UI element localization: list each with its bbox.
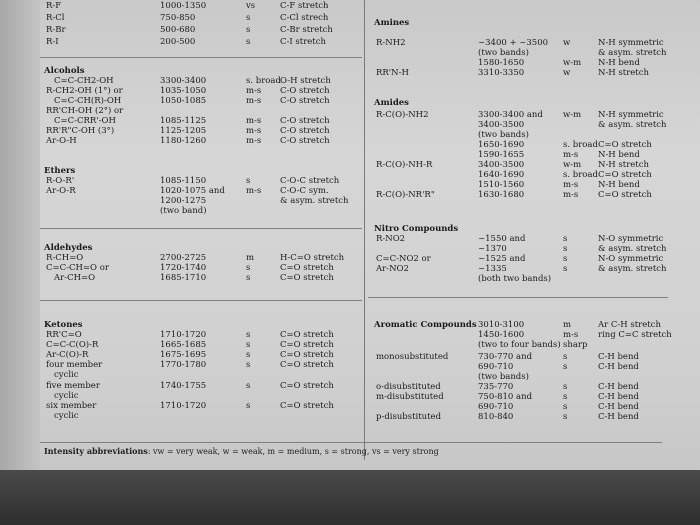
section-divider: [40, 300, 362, 301]
vibration-type: C-O-C stretch: [280, 176, 340, 186]
intensity: s: [563, 352, 568, 362]
table-row: [368, 244, 668, 254]
footer-text: : vw = very weak, w = weak, m = medium, s = strong, vs = very strong: [147, 447, 439, 456]
wavenumber-range: 1510-1560: [478, 180, 525, 190]
table-row: [368, 362, 668, 372]
wavenumber-range: 810-840: [478, 412, 514, 422]
wavenumber-range: ~1335: [478, 264, 507, 274]
table-row: [40, 126, 362, 136]
compound-name: Ar-O-H: [46, 136, 77, 146]
compound-name: Ar-C(O)-R: [46, 350, 89, 360]
wavenumber-range: 1050-1085: [160, 96, 207, 106]
table-row: [40, 96, 362, 106]
vibration-type: C-H bend: [598, 362, 639, 372]
table-row: [40, 370, 362, 380]
intensity: m: [563, 320, 572, 330]
vibration-type: C-O stretch: [280, 86, 330, 96]
intensity: s: [246, 340, 251, 350]
vibration-type: C-Cl strech: [280, 13, 329, 23]
compound-name: R-C(O)-NR'R": [376, 190, 435, 200]
wavenumber-range: 1000-1350: [160, 1, 207, 11]
vibration-type: C-H bend: [598, 352, 639, 362]
wavenumber-range: 1020-1075 and: [160, 186, 225, 196]
table-row: [40, 186, 362, 196]
table-row: [368, 140, 668, 150]
intensity: s: [563, 412, 568, 422]
table-row: [40, 381, 362, 391]
intensity: s: [246, 381, 251, 391]
vibration-type: C-H bend: [598, 412, 639, 422]
compound-name: R-NO2: [376, 234, 406, 244]
table-row: [40, 25, 362, 35]
wavenumber-range: 1125-1205: [160, 126, 207, 136]
compound-name: five member: [46, 381, 100, 391]
intensity: m: [246, 253, 255, 263]
compound-name: C=C-CRR'-OH: [54, 116, 116, 126]
vibration-type: C-H bend: [598, 402, 639, 412]
table-row: [368, 234, 668, 244]
vibration-type: C=O stretch: [280, 330, 334, 340]
table-row: [368, 18, 668, 28]
intensity: m-s: [246, 186, 262, 196]
table-row: [368, 68, 668, 78]
table-row: [40, 340, 362, 350]
intensity: s: [563, 362, 568, 372]
table-row: [368, 340, 668, 350]
intensity: m-s: [246, 116, 262, 126]
compound-name: Nitro Compounds: [374, 224, 459, 234]
wavenumber-range: 1665-1685: [160, 340, 207, 350]
compound-name: o-disubstituted: [376, 382, 441, 392]
compound-name: R-C(O)-NH-R: [376, 160, 433, 170]
compound-name: RR'N-H: [376, 68, 409, 78]
compound-name: m-disubstituted: [376, 392, 444, 402]
table-row: [368, 352, 668, 362]
section-divider: [40, 228, 362, 229]
compound-name: RR'R"C-OH (3°): [46, 126, 115, 136]
compound-name: six member: [46, 401, 97, 411]
wavenumber-range: 3300-3400: [160, 76, 207, 86]
compound-name: R-CH2-OH (1°) or: [46, 86, 123, 96]
wavenumber-range: 735-770: [478, 382, 514, 392]
intensity: s: [563, 402, 568, 412]
intensity: s: [563, 264, 568, 274]
wavenumber-range: 3010-3100: [478, 320, 525, 330]
wavenumber-range: (two bands): [478, 48, 529, 58]
vibration-type: C-O stretch: [280, 136, 330, 146]
intensity: m-s: [563, 330, 579, 340]
table-row: [40, 320, 362, 330]
intensity: s: [246, 273, 251, 283]
vibration-type: C-Br stretch: [280, 25, 333, 35]
table-row: [368, 372, 668, 382]
vibration-type: N-H bend: [598, 150, 640, 160]
wavenumber-range: 3400-3500: [478, 120, 525, 130]
intensity: w-m: [563, 110, 582, 120]
wavenumber-range: 1035-1050: [160, 86, 207, 96]
table-row: [368, 150, 668, 160]
table-row: [368, 392, 668, 402]
vibration-type: C=O stretch: [280, 360, 334, 370]
vibration-type: C=O stretch: [280, 340, 334, 350]
vibration-type: N-H bend: [598, 58, 640, 68]
compound-name: Ar-O-R: [46, 186, 76, 196]
intensity: s: [563, 234, 568, 244]
intensity: s: [246, 401, 251, 411]
vibration-type: & asym. stretch: [598, 48, 667, 58]
vibration-type: C-O-C sym.: [280, 186, 329, 196]
compound-name: C=C-CH2-OH: [54, 76, 114, 86]
wavenumber-range: 1770-1780: [160, 360, 207, 370]
wavenumber-range: 3400-3500: [478, 160, 525, 170]
table-row: [368, 190, 668, 200]
vibration-type: H-C=O stretch: [280, 253, 345, 263]
intensity: m-s: [246, 136, 262, 146]
vibration-type: C=O stretch: [280, 263, 334, 273]
wavenumber-range: 690-710: [478, 362, 514, 372]
compound-name: R-I: [46, 37, 59, 47]
wavenumber-range: 1085-1125: [160, 116, 207, 126]
intensity: s: [246, 330, 251, 340]
intensity: s: [246, 263, 251, 273]
intensity: s: [246, 176, 251, 186]
intensity: w-m: [563, 58, 582, 68]
compound-name: R-C(O)-NH2: [376, 110, 429, 120]
vibration-type: N-O symmetric: [598, 254, 664, 264]
intensity: s: [246, 350, 251, 360]
wavenumber-range: 3310-3350: [478, 68, 525, 78]
table-row: [368, 180, 668, 190]
table-row: [40, 411, 362, 421]
table-row: [40, 116, 362, 126]
compound-name: cyclic: [54, 411, 79, 421]
vibration-type: & asym. stretch: [598, 244, 667, 254]
vibration-type: & asym. stretch: [280, 196, 349, 206]
wavenumber-range: 2700-2725: [160, 253, 207, 263]
intensity: vs: [246, 1, 256, 11]
table-row: [368, 224, 668, 234]
wavenumber-range: 1740-1755: [160, 381, 207, 391]
intensity: s: [246, 25, 251, 35]
vibration-type: C=O stretch: [280, 401, 334, 411]
intensity: s: [246, 13, 251, 23]
compound-name: R-O-R': [46, 176, 75, 186]
table-row: [368, 412, 668, 422]
intensity: s: [246, 360, 251, 370]
vibration-type: C=O stretch: [280, 381, 334, 391]
vibration-type: N-H symmetric: [598, 110, 664, 120]
vibration-type: C=O stretch: [280, 273, 334, 283]
wavenumber-range: (two bands): [478, 130, 529, 140]
wavenumber-range: ~3400 + ~3500: [478, 38, 549, 48]
table-row: [40, 263, 362, 273]
table-row: [40, 401, 362, 411]
intensity: w-m: [563, 160, 582, 170]
compound-name: four member: [46, 360, 103, 370]
wavenumber-range: 750-850: [160, 13, 196, 23]
table-row: [368, 264, 668, 274]
vibration-type: C-H bend: [598, 382, 639, 392]
wavenumber-range: (both two bands): [478, 274, 552, 284]
vibration-type: C-I stretch: [280, 37, 326, 47]
intensity: s: [563, 244, 568, 254]
compound-name: p-disubstituted: [376, 412, 442, 422]
compound-name: Ar-CH=O: [54, 273, 96, 283]
vibration-type: N-H stretch: [598, 68, 649, 78]
table-row: [368, 120, 668, 130]
wavenumber-range: ~1550 and: [478, 234, 526, 244]
compound-name: R-NH2: [376, 38, 406, 48]
wavenumber-range: 500-680: [160, 25, 196, 35]
vibration-type: C=O stretch: [598, 170, 652, 180]
vibration-type: N-H bend: [598, 180, 640, 190]
intensity: w: [563, 38, 571, 48]
vibration-type: & asym. stretch: [598, 264, 667, 274]
compound-name: Aromatic Compounds: [374, 320, 477, 330]
table-row: [40, 360, 362, 370]
wavenumber-range: 1630-1680: [478, 190, 525, 200]
table-row: [40, 136, 362, 146]
wavenumber-range: 1710-1720: [160, 401, 207, 411]
compound-name: Amines: [374, 18, 410, 28]
wavenumber-range: 200-500: [160, 37, 196, 47]
compound-name: Amides: [374, 98, 409, 108]
compound-name: C=C-NO2 or: [376, 254, 431, 264]
wavenumber-range: ~1370: [478, 244, 507, 254]
compound-name: cyclic: [54, 391, 79, 401]
vibration-type: C-O stretch: [280, 96, 330, 106]
intensity: w: [563, 68, 571, 78]
vibration-type: C-H bend: [598, 392, 639, 402]
wavenumber-range: 690-710: [478, 402, 514, 412]
compound-name: R-CH=O: [46, 253, 84, 263]
compound-name: R-Cl: [46, 13, 65, 23]
compound-name: C=C-CH(R)-OH: [54, 96, 122, 106]
intensity: s. broad: [563, 170, 598, 180]
compound-name: cyclic: [54, 370, 79, 380]
table-row: [40, 273, 362, 283]
compound-name: RR'CH-OH (2°) or: [46, 106, 124, 116]
table-row: [368, 38, 668, 48]
compound-name: Alcohols: [44, 66, 85, 76]
table-row: [368, 110, 668, 120]
compound-name: Aldehydes: [44, 243, 93, 253]
table-row: [368, 98, 668, 108]
table-row: [368, 170, 668, 180]
intensity: sharp: [563, 340, 588, 350]
wavenumber-range: (two band): [160, 206, 207, 216]
wavenumber-range: 1450-1600: [478, 330, 525, 340]
intensity: s: [563, 254, 568, 264]
compound-name: RR'C=O: [46, 330, 82, 340]
table-row: [368, 160, 668, 170]
table-row: [368, 48, 668, 58]
wavenumber-range: ~1525 and: [478, 254, 526, 264]
wavenumber-range: 1720-1740: [160, 263, 207, 273]
intensity: m-s: [563, 150, 579, 160]
wavenumber-range: 3300-3400 and: [478, 110, 543, 120]
left-shadow: [0, 0, 40, 470]
compound-name: monosubstituted: [376, 352, 449, 362]
intensity: m-s: [563, 190, 579, 200]
wavenumber-range: 1580-1650: [478, 58, 525, 68]
compound-name: C=C-CH=O or: [46, 263, 109, 273]
vibration-type: C-F stretch: [280, 1, 329, 11]
table-row: [40, 66, 362, 76]
wavenumber-range: (two bands): [478, 372, 529, 382]
right-column-table: [368, 0, 672, 468]
footer-label: Intensity abbreviations: [44, 446, 148, 456]
wavenumber-range: 1200-1275: [160, 196, 207, 206]
wavenumber-range: 1675-1695: [160, 350, 207, 360]
table-row: [40, 1, 362, 11]
table-row: [368, 320, 668, 330]
table-row: [368, 254, 668, 264]
intensity: m-s: [246, 96, 262, 106]
table-row: [40, 196, 362, 206]
wavenumber-range: 750-810 and: [478, 392, 533, 402]
vibration-type: C=O stretch: [280, 350, 334, 360]
table-row: [40, 253, 362, 263]
intensity-abbreviations: [44, 446, 439, 456]
vibration-type: ring C=C stretch: [598, 330, 672, 340]
table-row: [40, 37, 362, 47]
table-row: [368, 402, 668, 412]
intensity: s: [246, 37, 251, 47]
vibration-type: O-H stretch: [280, 76, 331, 86]
table-row: [40, 106, 362, 116]
table-row: [368, 130, 668, 140]
intensity: s: [563, 392, 568, 402]
table-row: [368, 58, 668, 68]
table-row: [368, 274, 668, 284]
intensity: s. broad: [563, 140, 598, 150]
wavenumber-range: 1685-1710: [160, 273, 207, 283]
table-row: [40, 391, 362, 401]
table-row: [40, 243, 362, 253]
wavenumber-range: (two to four bands): [478, 340, 561, 350]
intensity: m-s: [246, 126, 262, 136]
wavenumber-range: 1180-1260: [160, 136, 207, 146]
table-row: [40, 350, 362, 360]
wavenumber-range: 1085-1150: [160, 176, 207, 186]
compound-name: C=C-C(O)-R: [46, 340, 99, 350]
table-row: [40, 166, 362, 176]
vibration-type: C-O stretch: [280, 126, 330, 136]
vibration-type: C-O stretch: [280, 116, 330, 126]
vibration-type: N-H symmetric: [598, 38, 664, 48]
vibration-type: N-O symmetric: [598, 234, 664, 244]
compound-name: R-F: [46, 1, 62, 11]
vibration-type: Ar C-H stretch: [598, 320, 661, 330]
column-divider: [364, 0, 365, 460]
table-row: [40, 206, 362, 216]
compound-name: R-Br: [46, 25, 66, 35]
intensity: s. broad: [246, 76, 281, 86]
compound-name: Ar-NO2: [376, 264, 409, 274]
vibration-type: C=O stretch: [598, 190, 652, 200]
wavenumber-range: 1640-1690: [478, 170, 525, 180]
section-divider: [368, 297, 668, 298]
table-row: [40, 76, 362, 86]
table-row: [40, 86, 362, 96]
table-row: [368, 382, 668, 392]
wavenumber-range: 730-770 and: [478, 352, 533, 362]
table-row: [40, 13, 362, 23]
section-divider: [40, 442, 662, 443]
table-row: [40, 330, 362, 340]
table-row: [40, 176, 362, 186]
wavenumber-range: 1650-1690: [478, 140, 525, 150]
compound-name: Ketones: [44, 320, 83, 330]
wavenumber-range: 1710-1720: [160, 330, 207, 340]
intensity: m-s: [563, 180, 579, 190]
vibration-type: C=O stretch: [598, 140, 652, 150]
intensity: m-s: [246, 86, 262, 96]
photo-bottom-edge: [0, 470, 700, 525]
compound-name: Ethers: [44, 166, 76, 176]
vibration-type: & asym. stretch: [598, 120, 667, 130]
vibration-type: N-H stretch: [598, 160, 649, 170]
left-column-table: [40, 0, 362, 468]
table-row: [368, 330, 672, 340]
intensity: s: [563, 382, 568, 392]
section-divider: [40, 57, 362, 58]
wavenumber-range: 1590-1655: [478, 150, 525, 160]
